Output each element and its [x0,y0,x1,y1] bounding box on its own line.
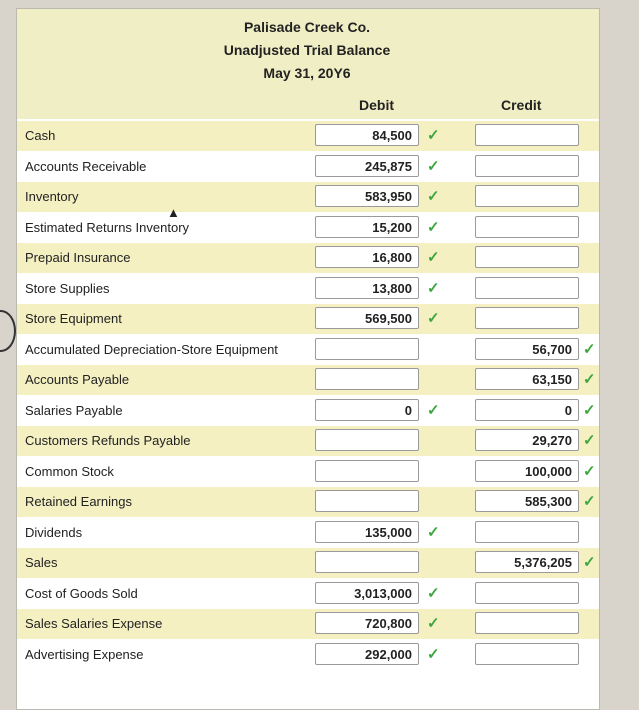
debit-check-icon: ✓ [427,157,440,175]
credit-input[interactable] [475,155,579,177]
debit-check-icon: ✓ [427,645,440,663]
debit-check-icon: ✓ [427,188,440,205]
report-date: May 31, 20Y6 [263,65,351,81]
company-name: Palisade Creek Co. [243,19,371,35]
account-label: Accumulated Depreciation-Store Equipment [25,341,278,357]
table-row [17,548,599,578]
debit-input[interactable] [315,429,419,451]
mouse-cursor-icon: ▲ [167,205,180,220]
table-row [17,213,599,243]
credit-input[interactable]: 56,700 [475,338,579,360]
credit-input[interactable] [475,521,579,543]
table-row [17,243,599,273]
account-label: Customers Refunds Payable [25,433,191,448]
debit-input[interactable] [315,368,419,390]
table-row [17,335,599,365]
account-label: Sales Salaries Expense [25,616,163,631]
account-label: Dividends [25,524,83,540]
credit-input[interactable] [475,643,579,665]
credit-check-icon: ✓ [583,493,596,510]
debit-input[interactable] [315,460,419,482]
table-row [17,365,599,395]
debit-input[interactable]: 84,500 [315,124,419,146]
account-label: Store Equipment [25,311,122,326]
credit-check-icon: ✓ [583,401,596,419]
credit-input[interactable] [475,216,579,238]
credit-input[interactable]: 0 [475,399,579,421]
debit-input[interactable]: 245,875 [315,155,419,177]
debit-input[interactable]: 135,000 [315,521,419,543]
table-row [17,487,599,517]
debit-check-icon: ✓ [427,615,440,632]
credit-input[interactable] [475,185,579,207]
debit-check-icon: ✓ [427,127,440,144]
account-label: Inventory [25,189,79,204]
table-row [17,274,599,304]
table-row [17,609,599,639]
account-label: Cash [25,128,56,143]
debit-input[interactable]: 720,800 [315,612,419,634]
trial-balance-sheet [16,8,600,710]
debit-input[interactable]: 583,950 [315,185,419,207]
table-row [17,457,599,487]
credit-check-icon: ✓ [583,340,596,358]
credit-input[interactable]: 63,150 [475,368,579,390]
account-label: Advertising Expense [25,646,144,662]
debit-check-icon: ✓ [427,584,440,602]
credit-check-icon: ✓ [583,432,596,449]
account-label: Accounts Payable [25,372,130,387]
debit-input[interactable]: 569,500 [315,307,419,329]
debit-check-icon: ✓ [427,310,440,327]
table-row [17,579,599,609]
account-label: Retained Earnings [25,494,132,509]
account-label: Estimated Returns Inventory [25,219,190,235]
page-edge-arc [0,310,16,352]
credit-check-icon: ✓ [583,462,596,480]
account-label: Common Stock [25,463,114,479]
credit-column-header: Credit [501,97,542,113]
table-row [17,518,599,548]
debit-check-icon: ✓ [427,401,440,419]
table-row [17,152,599,182]
debit-input[interactable]: 0 [315,399,419,421]
credit-input[interactable] [475,246,579,268]
credit-input[interactable] [475,612,579,634]
debit-input[interactable]: 3,013,000 [315,582,419,604]
table-row [17,304,599,334]
credit-input[interactable]: 100,000 [475,460,579,482]
debit-check-icon: ✓ [427,249,440,266]
credit-input[interactable]: 585,300 [475,490,579,512]
table-row [17,182,599,212]
account-label: Cost of Goods Sold [25,585,138,601]
debit-input[interactable]: 15,200 [315,216,419,238]
debit-input[interactable] [315,490,419,512]
table-row [17,426,599,456]
debit-column-header: Debit [359,97,394,113]
credit-input[interactable] [475,307,579,329]
credit-input[interactable] [475,277,579,299]
credit-input[interactable]: 29,270 [475,429,579,451]
debit-check-icon: ✓ [427,523,440,541]
account-label: Prepaid Insurance [25,250,131,265]
debit-check-icon: ✓ [427,279,440,297]
table-row [17,396,599,426]
table-row [17,640,599,670]
debit-input[interactable]: 292,000 [315,643,419,665]
debit-input[interactable] [315,551,419,573]
debit-input[interactable] [315,338,419,360]
account-label: Accounts Receivable [25,158,147,174]
debit-check-icon: ✓ [427,218,440,236]
credit-check-icon: ✓ [583,371,596,388]
trial-balance-header [17,9,599,119]
debit-input[interactable]: 13,800 [315,277,419,299]
report-title: Unadjusted Trial Balance [223,42,391,58]
account-label: Store Supplies [25,280,110,296]
credit-input[interactable] [475,124,579,146]
credit-input[interactable] [475,582,579,604]
debit-input[interactable]: 16,800 [315,246,419,268]
account-label: Sales [25,555,58,570]
account-label: Salaries Payable [25,402,123,418]
credit-input[interactable]: 5,376,205 [475,551,579,573]
credit-check-icon: ✓ [583,554,596,571]
table-row [17,121,599,151]
